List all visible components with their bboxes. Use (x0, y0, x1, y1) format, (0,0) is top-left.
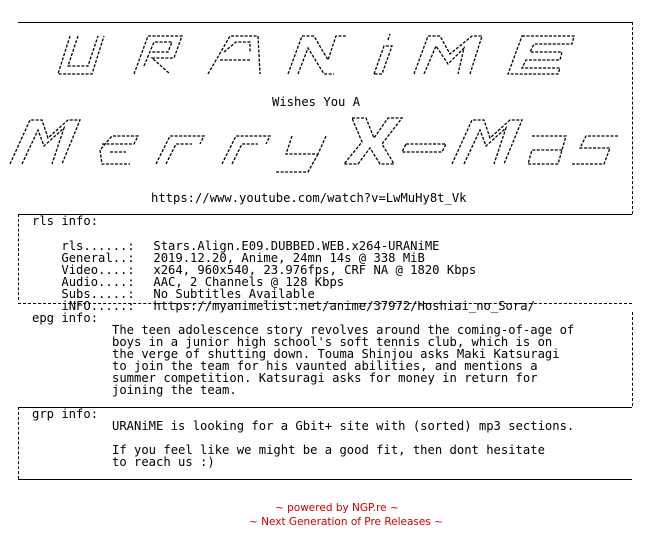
grp-section-label: grp info: (32, 407, 99, 421)
grp-left-border (18, 407, 19, 479)
uranime-logo-art (52, 30, 582, 82)
epg-line: summer competition. Katsuragi asks for money in return for (112, 371, 538, 385)
grp-bottom-rule (18, 479, 632, 480)
subs-field-name: Subs.....: (61, 287, 135, 301)
top-rule (18, 22, 632, 23)
epg-line: joining the team. (112, 383, 237, 397)
header-right-border (632, 22, 633, 214)
info-field-row (32, 288, 535, 324)
info-field-link[interactable]: https://myanimelist.net/anime/37972/Hoshiai_no_Sora/ (153, 299, 535, 313)
audio-field-value: AAC, 2 Channels @ 128 Kbps (153, 275, 345, 289)
powered-by-line: ~ powered by NGP.re ~ (275, 502, 399, 514)
youtube-link[interactable]: https://www.youtube.com/watch?v=LwMuHy8t_Vk (151, 191, 467, 205)
epg-line: The teen adolescence story revolves around the coming-of-age of (112, 323, 575, 337)
grp-line-3: to reach us :) (112, 455, 215, 469)
merry-xmas-banner-art (6, 114, 626, 174)
rls-section-label: rls info: (32, 214, 99, 228)
epg-line: boys in a junior high school's soft tennis club, which is on (112, 335, 553, 349)
epg-line: the verge of shutting down. Touma Shinjou asks Maki Katsuragi (112, 347, 560, 361)
epg-section-label: epg info: (32, 311, 99, 325)
rls-left-border (18, 214, 19, 300)
epg-right-border (632, 312, 633, 406)
grp-line-2: If you feel like we might be a good fit, then dont hesitate (112, 443, 545, 457)
subs-field-value: No Subtitles Available (153, 287, 315, 301)
video-field-name: Video....: (61, 263, 135, 277)
audio-field-name: Audio....: (61, 275, 135, 289)
header-bottom-rule (18, 214, 632, 215)
info-field-name: iNFO.....: (61, 299, 135, 313)
grp-line-1: URANiME is looking for a Gbit+ site with (sorted) mp3 sections. (112, 419, 575, 433)
wishes-line: Wishes You A (272, 95, 361, 109)
epg-line: to join the team for his vaunted abilities, and mentions a (112, 359, 538, 373)
tagline: ~ Next Generation of Pre Releases ~ (249, 516, 443, 528)
general-field-value: 2019.12.20, Anime, 24mn 14s @ 338 MiB (153, 251, 425, 265)
epg-bottom-rule (18, 407, 632, 408)
video-field-value: x264, 960x540, 23.976fps, CRF NA @ 1820 Kbps (153, 263, 477, 277)
rls-field-value: Stars.Align.E09.DUBBED.WEB.x264-URANiME (153, 239, 440, 253)
general-field-name: General..: (61, 251, 135, 265)
rls-field-name: rls......: (61, 239, 135, 253)
rls-bottom-rule (18, 303, 632, 304)
